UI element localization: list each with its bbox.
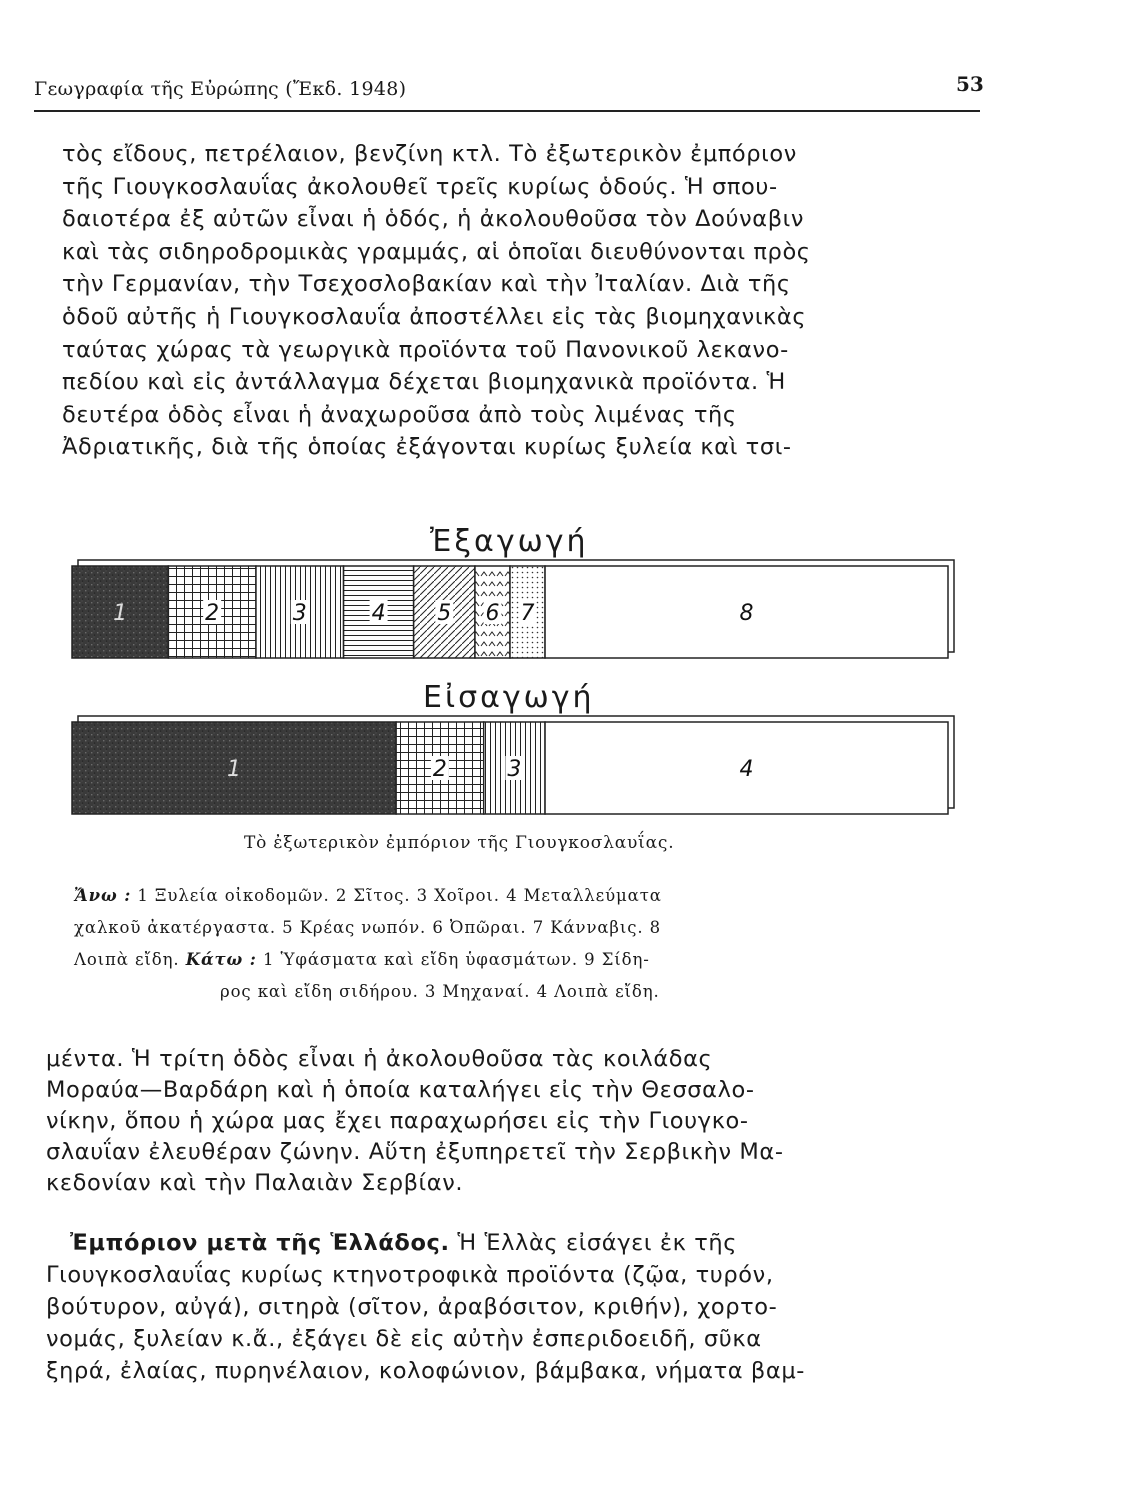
import-segment-label: 1 — [227, 757, 242, 782]
text-line: βούτυρον, αὐγά), σιτηρὰ (σῖτον, ἀραβόσιτον, κριθήν), χορτο- — [46, 1294, 778, 1320]
text-line: δευτέρα ὁδὸς εἶναι ἡ ἀναχωροῦσα ἀπὸ τοὺς λιμένας τῆς — [62, 401, 737, 428]
text-line: μέντα. Ἡ τρίτη ὁδὸς εἶναι ἡ ἀκολουθοῦσα τὰς κοιλάδας — [46, 1046, 713, 1072]
page-number: 53 — [956, 72, 984, 96]
text-line: πεδίου καὶ εἰς ἀντάλλαγμα δέχεται βιομηχανικὰ προϊόντα. Ἡ — [62, 369, 786, 396]
text-line: τῆς Γιουγκοσλαυΐας ἀκολουθεῖ τρεῖς κυρίως ὁδούς. Ἡ σπου- — [62, 173, 778, 200]
export-segment-label: 5 — [437, 601, 452, 626]
paragraph-trade-greece — [46, 1227, 805, 1387]
text-line: Γιουγκοσλαυΐας κυρίως κτηνοτροφικὰ προϊόντα (ζῷα, τυρόν, — [46, 1262, 774, 1288]
text-line: καὶ τὰς σιδηροδρομικὰς γραμμάς, αἱ ὁποῖαι διευθύνονται πρὸς — [62, 238, 811, 265]
text-span: Ἡ Ἑλλὰς εἰσάγει ἐκ τῆς — [457, 1230, 738, 1256]
export-chart-title: Ἐξαγωγή — [430, 524, 589, 559]
text-line — [46, 1227, 805, 1259]
import-segment-label: 2 — [432, 757, 447, 782]
text-line: ξηρά, ἐλαίας, πυρηνέλαιον, κολοφώνιον, βάμβακα, νήματα βαμ- — [46, 1358, 805, 1384]
text-line: σλαυΐαν ἐλευθέραν ζώνην. Αὕτη ἐξυπηρετεῖ τὴν Σερβικὴν Μα- — [46, 1139, 784, 1165]
legend-text: 1 Ξυλεία οἰκοδομῶν. 2 Σῖτος. 3 Χοῖροι. 4 Μεταλλεύματα — [137, 886, 662, 905]
text-line: Μοραύα—Βαρδάρη καὶ ἡ ὁποία καταλήγει εἰς τὴν Θεσσαλο- — [46, 1077, 755, 1103]
legend-line — [74, 944, 662, 976]
text-line: ταύτας χώρας τὰ γεωργικὰ προϊόντα τοῦ Πανονικοῦ λεκανο- — [62, 336, 789, 363]
text-line: τὴν Γερμανίαν, τὴν Τσεχοσλοβακίαν καὶ τὴν Ἰταλίαν. Διὰ τῆς — [62, 271, 791, 298]
text-line: νομάς, ξυλείαν κ.ἄ., ἐξάγει δὲ εἰς αὐτὴν ἐσπεριδοειδῆ, σῦκα — [46, 1326, 762, 1352]
legend-line: χαλκοῦ ἀκατέργαστα. 5 Κρέας νωπόν. 6 Ὀπῶραι. 7 Κάνναβις. 8 — [74, 918, 662, 937]
legend-text: Λοιπὰ εἴδη. — [74, 950, 180, 969]
export-segment-label: 6 — [485, 601, 500, 626]
text-line: νίκην, ὅπου ἡ χώρα μας ἔχει παραχωρήσει εἰς τὴν Γιουγκο- — [46, 1108, 749, 1134]
export-segment-label: 4 — [371, 601, 386, 626]
paragraph-bottom — [46, 1044, 784, 1199]
legend-line — [74, 880, 662, 912]
legend-key-bottom: Κάτω : — [185, 950, 257, 969]
import-segment-label: 3 — [507, 757, 522, 782]
export-segment-label: 3 — [292, 601, 307, 626]
export-segment-label: 8 — [739, 601, 754, 626]
export-segment-label: 2 — [205, 601, 220, 626]
legend-text: 1 Ὑφάσματα καὶ εἴδη ὑφασμάτων. 9 Σίδη- — [262, 950, 650, 969]
legend-key-top: Ἄνω : — [74, 886, 132, 905]
text-line: Ἀδριατικῆς, διὰ τῆς ὁποίας ἐξάγονται κυρίως ξυλεία καὶ τσι- — [62, 434, 792, 461]
text-line: ὁδοῦ αὐτῆς ἡ Γιουγκοσλαυΐα ἀποστέλλει εἰς τὰς βιομηχανικὰς — [62, 303, 807, 330]
figure-legend — [74, 880, 662, 1008]
export-segment-label: 7 — [520, 601, 535, 626]
legend-line: ρος καὶ εἴδη σιδήρου. 3 Μηχαναί. 4 Λοιπὰ εἴδη. — [220, 982, 660, 1001]
text-line: δαιοτέρα ἐξ αὐτῶν εἶναι ἡ ὁδός, ἡ ἀκολουθοῦσα τὸν Δούναβιν — [62, 206, 805, 233]
running-header: Γεωγραφία τῆς Εὐρώπης (Ἔκδ. 1948) — [34, 78, 407, 100]
import-chart-title: Εἰσαγωγή — [423, 680, 595, 715]
section-heading: Ἐμπόριον μετὰ τῆς Ἑλλάδος. — [70, 1230, 450, 1256]
figure-caption: Τὸ ἐξωτερικὸν ἐμπόριον τῆς Γιουγκοσλαυΐας. — [244, 833, 675, 853]
import-segment-label: 4 — [739, 757, 754, 782]
export-segment-label: 1 — [113, 601, 128, 626]
text-line: κεδονίαν καὶ τὴν Παλαιὰν Σερβίαν. — [46, 1170, 464, 1196]
text-line: τὸς εἴδους, πετρέλαιον, βενζίνη κτλ. Τὸ ἐξωτερικὸν ἐμπόριον — [62, 141, 797, 167]
